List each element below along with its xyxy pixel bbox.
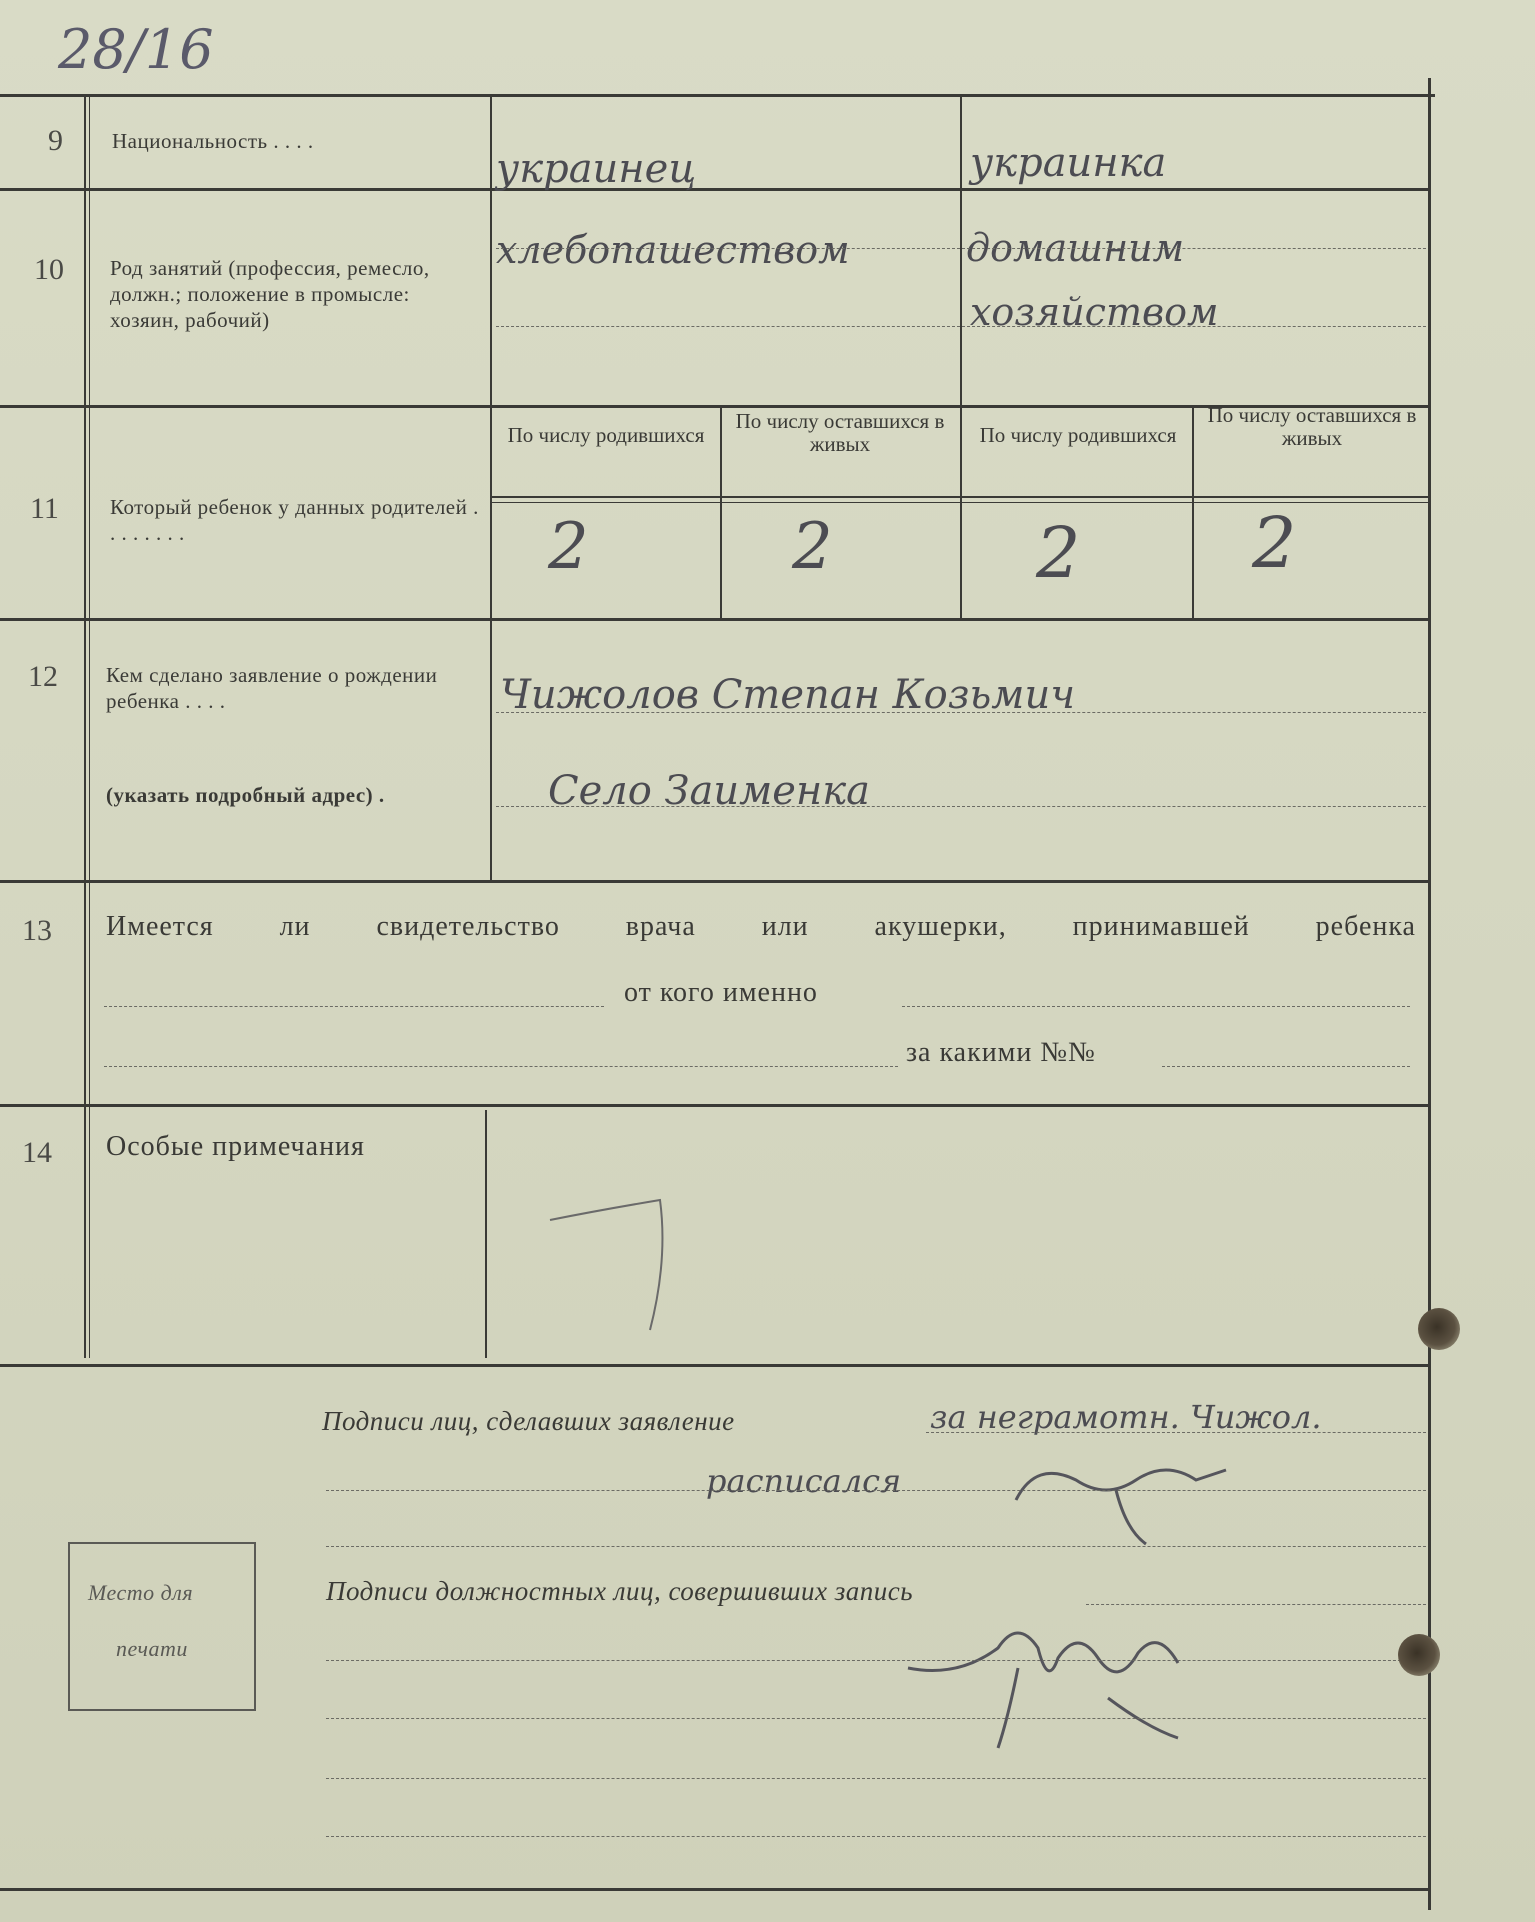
row9-mother-value: украинка <box>970 140 1167 186</box>
declarant-signature-scribble <box>996 1440 1236 1550</box>
row13-question: Имеется ли свидетельство врача или акушерки, принимавшей ребенка <box>106 911 1416 942</box>
row12-address-label: (указать подробный адрес) . <box>106 783 385 807</box>
row12-dotted-line-1 <box>496 712 1426 713</box>
corner-note: 28/16 <box>58 18 214 81</box>
row12-label: Кем сделано заявление о рождении ребенка . . . . <box>106 663 438 713</box>
row9-bottom <box>0 188 1430 191</box>
officials-dotted-line-2 <box>326 1660 1426 1661</box>
row10-mother-value-1: домашним <box>966 226 1185 270</box>
declarants-signature-value-2: расписался <box>706 1462 902 1500</box>
declarants-dotted-line-3 <box>326 1546 1426 1547</box>
officials-signature-label: Подписи должностных лиц, совершивших запись <box>326 1576 914 1606</box>
row10-dotted-line-1 <box>496 248 1426 249</box>
row11-number: 11 <box>30 492 59 525</box>
row13-numbers: за какими №№ <box>906 1037 1096 1068</box>
official-signature-scribble <box>898 1608 1228 1758</box>
col-num-divider <box>84 96 86 1358</box>
row12-declarant-value: Чижолов Степан Козьмич <box>500 672 1076 718</box>
declarants-dotted-line-1 <box>926 1432 1426 1433</box>
row12-address-value: Село Заименка <box>548 768 870 814</box>
top-border <box>0 94 1435 97</box>
row9-number: 9 <box>48 124 63 157</box>
row10-mother-value-2: хозяйством <box>970 290 1219 334</box>
row14-pencil-mark <box>540 1180 680 1340</box>
col-num-divider-2 <box>89 96 90 1358</box>
row11-header-line <box>490 496 1430 498</box>
row11-bottom <box>0 618 1430 621</box>
declarants-dotted-line-2 <box>326 1490 1426 1491</box>
row12-bottom <box>0 880 1430 883</box>
stamp-label-2: печати <box>116 1636 188 1661</box>
officials-dotted-line-1 <box>1086 1604 1426 1605</box>
row13-dotted-line-1b <box>902 1006 1410 1007</box>
row9-father-value: украинец <box>496 146 697 192</box>
declarants-signature-label: Подписи лиц, сделавших заявление <box>322 1406 735 1436</box>
col-label-divider <box>490 96 492 881</box>
row11-value-1: 2 <box>548 510 589 584</box>
row13-number: 13 <box>22 914 52 947</box>
row10-label: Род занятий (профессия, ремесло, должн.; положение в промысле: хозяин, рабочий) <box>110 256 430 332</box>
row12-number: 12 <box>28 660 58 693</box>
stamp-label-1: Место для <box>88 1580 194 1605</box>
col-parent-divider <box>960 96 962 618</box>
row11-label: Который ребенок у данных родителей . . . . . . . . <box>110 495 479 545</box>
punch-hole-bottom <box>1398 1634 1440 1676</box>
row13-dotted-line-1a <box>104 1006 604 1007</box>
bottom-border <box>0 1888 1431 1891</box>
row11-value-2: 2 <box>792 510 833 584</box>
row12-dotted-line-2 <box>496 806 1426 807</box>
officials-dotted-line-4 <box>326 1778 1426 1779</box>
row10-number: 10 <box>34 253 64 286</box>
col-r11-divider-3 <box>1192 406 1194 618</box>
punch-hole-top <box>1418 1308 1460 1350</box>
row10-dotted-line-2 <box>496 326 1426 327</box>
row11-header-1: По числу родившихся <box>507 423 705 447</box>
row11-header-4: По числу оставшихся в живых <box>1207 403 1417 450</box>
officials-dotted-line-3 <box>326 1718 1426 1719</box>
row14-bottom <box>0 1364 1430 1367</box>
row10-father-value: хлебопашеством <box>496 228 850 272</box>
officials-dotted-line-5 <box>326 1836 1426 1837</box>
row11-header-3: По числу родившихся <box>979 423 1177 447</box>
stamp-placeholder-box <box>68 1542 256 1711</box>
row11-header-2: По числу оставшихся в живых <box>735 409 945 456</box>
col-r11-divider-1 <box>720 406 722 618</box>
row14-label: Особые примечания <box>106 1131 365 1162</box>
declarants-signature-value: за неграмотн. Чижол. <box>930 1398 1322 1436</box>
row13-dotted-line-2b <box>1162 1066 1410 1067</box>
row11-value-3: 2 <box>1036 512 1081 594</box>
row13-from-whom: от кого именно <box>624 977 818 1008</box>
row9-label: Национальность . . . . <box>112 129 314 153</box>
row13-dotted-line-2a <box>104 1066 898 1067</box>
col-label-divider-14 <box>485 1110 487 1358</box>
row13-bottom <box>0 1104 1430 1107</box>
right-border <box>1428 78 1431 1370</box>
row14-number: 14 <box>22 1136 52 1169</box>
row11-value-4: 2 <box>1252 502 1297 584</box>
